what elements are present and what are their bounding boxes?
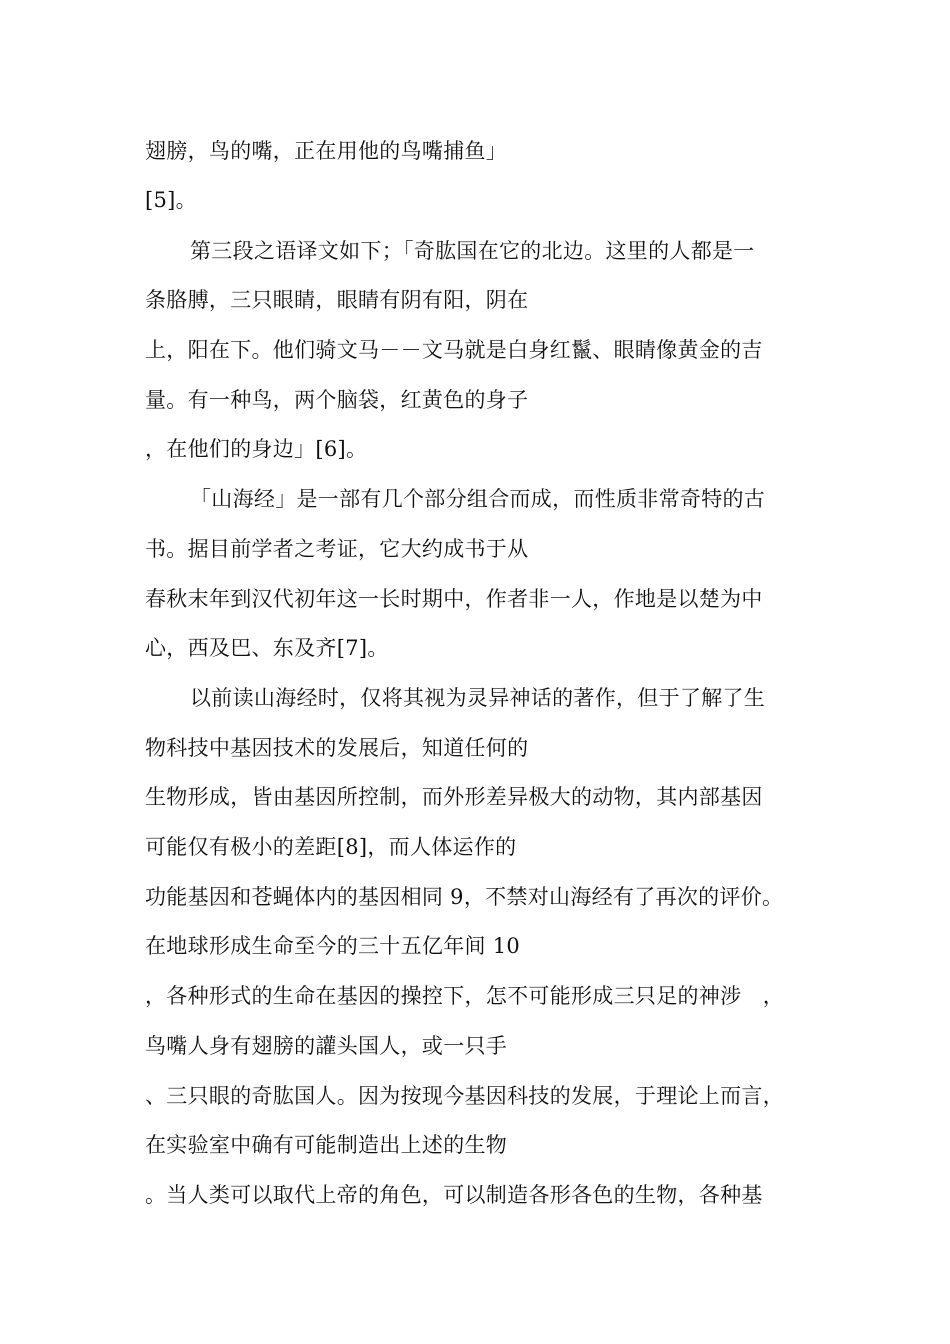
text-line: ，在他们的身边」[6]。 [145, 437, 368, 461]
text-line: 书。据目前学者之考证，它大约成书于从 [145, 537, 529, 561]
text-line: 在地球形成生命至今的三十五亿年间 10 [145, 934, 521, 958]
text-line: 功能基因和苍蝇体内的基因相同 9，不禁对山海经有了再次的评价。 [145, 885, 784, 909]
text-line: ，各种形式的生命在基因的操控下，怎不可能形成三只足的神涉 ， [145, 984, 784, 1008]
text-line: 上，阳在下。他们骑文马－－文马就是白身红鬣、眼睛像黄金的吉 [145, 338, 763, 362]
text-line: 条胳膊，三只眼睛，眼睛有阴有阳，阴在 [145, 288, 529, 312]
text-line: 鸟嘴人身有翅膀的讙头国人，或一只手 [145, 1034, 508, 1058]
text-line: 量。有一种鸟，两个脑袋，红黄色的身子 [145, 388, 529, 412]
paragraph-start-line: 以前读山海经时，仅将其视为灵异神话的著作，但于了解了生 [190, 686, 766, 710]
text-line: 。当人类可以取代上帝的角色，可以制造各形各色的生物，各种基 [145, 1183, 763, 1207]
text-line: 心，西及巴、东及齐[7]。 [145, 636, 389, 660]
paragraph-start-line: 「山海经」是一部有几个部分组合而成，而性质非常奇特的古 [190, 487, 766, 511]
text-line: 在实验室中确有可能制造出上述的生物 [145, 1133, 508, 1157]
text-line: 可能仅有极小的差距[8]，而人体运作的 [145, 835, 517, 859]
text-line: [5]。 [145, 188, 197, 212]
text-line: 、三只眼的奇肱国人。因为按现今基因科技的发展，于理论上而言， [145, 1084, 784, 1108]
text-line: 翅膀，鸟的嘴，正在用他的鸟嘴捕鱼」 [145, 139, 508, 163]
text-line: 生物形成，皆由基因所控制，而外形差异极大的动物，其内部基因 [145, 785, 763, 809]
text-line: 春秋末年到汉代初年这一长时期中，作者非一人，作地是以楚为中 [145, 587, 763, 611]
paragraph-start-line: 第三段之语译文如下；「奇肱国在它的北边。这里的人都是一 [190, 239, 755, 263]
text-line: 物科技中基因技术的发展后，知道任何的 [145, 736, 529, 760]
